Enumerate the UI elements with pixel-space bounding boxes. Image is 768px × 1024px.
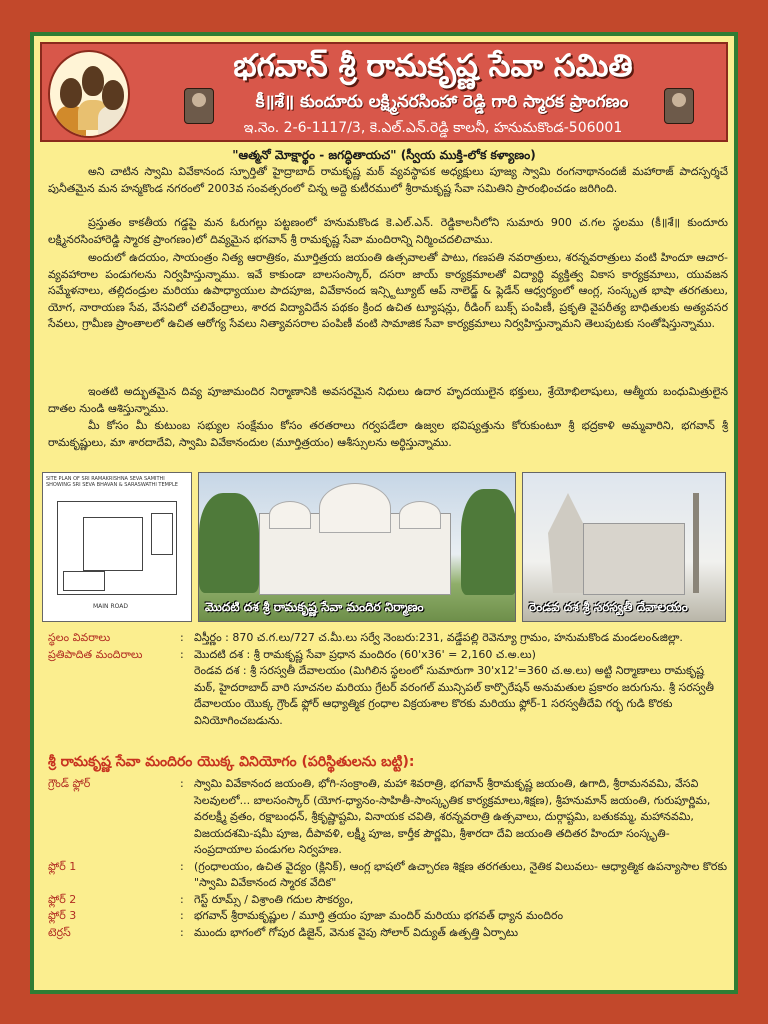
motto: "ఆత్మనో మోక్షార్థం - జగద్ధితాయచ" (స్వీయ ముక్తి-లోక కళ్యాణం) — [232, 148, 536, 162]
site-plan-drawing — [42, 472, 192, 622]
usage-value: స్వామి వివేకానంద జయంతి, భోగి-సంక్రాంతి, మహా శివరాత్రి, భగవాన్ శ్రీరామకృష్ణ జయంతి, ఉగాది, శ్రీరామనవమి, వేసవి సెలవులలో... బాలసంస్కార్ (యోగ-ధ్యానం-సాహితీ-సాంస్కృతిక కార్యక్రమాలు,శిక్షణ), శ్రీహనుమాన్ జయంతి, గురుపూర్ణిమ, వరలక్ష్మీ వ్రతం, రక్షాబంధన్, శ్రీకృష్ణాష్టమి, వినాయక చవితి, శరన్నవరాత్రి ఉత్సవాలు, దుర్గాష్టమి, బతుకమ్మ, మహానవమి, విజయదశమి-షమీ పూజ, దీపావళి, లక్ష్మీ పూజ, కార్తీక పౌర్ణమి, శ్రీశారదా దేవి జయంతి తదితర హిందూ సంస్కృతి- సంప్రదాయాల పండుగల నిర్వహణ. — [194, 777, 711, 856]
detail-value: విస్తీర్ణం : 870 చ.గ.లు/727 చ.మీ.లు సర్వే నెంబరు:231, వడ్డేపల్లి రెవెన్యూ గ్రామం, హనుమకొండ మండలం&జిల్లా. — [194, 631, 683, 644]
detail-label: ప్రతిపాదిత మందిరాలు — [48, 647, 143, 661]
detail-value: రెండవ దశ : శ్రీ సరస్వతీ దేవాలయం (మిగిలిన స్థలంలో సుమారుగా 30'x12'=360 చ.అ.లు) అట్టి నిర్మాణాలు రామకృష్ణ మఠ్, హైదరాబాద్ వారి సూచనల మరియు గ్రేటర్ వరంగల్ మున్సిపల్ కార్పొరేషన్ అనుమతుల ప్రకారం జరుగును. శ్రీ సరస్వతీ దేవాలయం యొక్క గ్రౌండ్ ఫ్లోర్ ఆధ్యాత్మిక గ్రంధాల విక్రయశాల కొరకు మరియు ఫ్లోర్-1 సరస్వతీదేవి గర్భ గుడి కొరకు వినియోగించబడును. — [194, 664, 715, 727]
saraswati-temple-rendering — [522, 472, 726, 622]
usage-label: ఫ్లోర్ 3 — [48, 909, 77, 922]
usage-label: గ్రౌండ్ ఫ్లోర్ — [48, 777, 91, 790]
usage-row: ఫ్లోర్ 2 : గెస్ట్ రూమ్స్ / విశ్రాంతి గదుల సౌకర్యం, — [48, 892, 728, 909]
detail-row: ప్రతిపాదిత మందిరాలు : మొదటి దశ : శ్రీ రామకృష్ణ సేవా ప్రధాన మందిరం (60'x36' = 2,160 చ.అ.లు) — [48, 647, 728, 664]
usage-label: ఫ్లోర్ 1 — [48, 859, 77, 873]
usage-label: టెర్రస్ — [48, 925, 71, 939]
intro-paragraph-5: మీ కోసం మీ కుటుంబ సభ్యుల సంక్షేమం కోసం తరతరాలు గర్వపడేలా ఉజ్వల భవిష్యత్తును కోరుకుంటూ శ్రీ భద్రకాళి అమ్మవారిని, భగవాన్ శ్రీ రామకృష్ణులు, మా శారదాదేవి, స్వామి వివేకానందుల (మూర్తిత్రయం) ఆశీస్సులను అర్థిస్తున్నాము. — [48, 419, 728, 449]
usage-row: గ్రౌండ్ ఫ్లోర్ : స్వామి వివేకానంద జయంతి, భోగి-సంక్రాంతి, మహా శివరాత్రి, భగవాన్ శ్రీరామకృష్ణ జయంతి, ఉగాది, శ్రీరామనవమి, వేసవి సెలవులలో... బాలసంస్కార్ (యోగ-ధ్యానం-సాహితీ-సాంస్కృతిక కార్యక్రమాలు,శిక్షణ), శ్రీహనుమాన్ జయంతి, గురుపూర్ణిమ, వరలక్ష్మీ వ్రతం, రక్షాబంధన్, శ్రీకృష్ణాష్టమి, వినాయక చవితి, శరన్నవరాత్రి ఉత్సవాలు, దుర్గాష్టమి, బతుకమ్మ, మహానవమి, విజయదశమి-షమీ పూజ, దీపావళి, లక్ష్మీ పూజ, కార్తీక పౌర్ణమి, శ్రీశారదా దేవి జయంతి తదితర హిందూ సంస్కృతి- సంప్రదాయాల పండుగల నిర్వహణ. — [48, 776, 728, 859]
detail-label — [48, 663, 180, 729]
caption-phase2: రెండవ దశ శ్రీ సరస్వతీ దేవాలయం — [529, 600, 688, 614]
usage-block — [48, 776, 728, 941]
site-plan-title: SITE PLAN OF SRI RAMAKRISHNA SEVA SAMITHI SHOWING SRI SEVA BHAVAN & SARASWATHI TEMPLE — [46, 476, 178, 488]
usage-value: గెస్ట్ రూమ్స్ / విశ్రాంతి గదుల సౌకర్యం, — [194, 892, 354, 906]
intro-paragraph-2: ప్రస్తుతం కాకతీయ గడ్డపై మన ఓరుగల్లు పట్టణంలో హనుమకొండ కె.ఎల్.ఎన్. రెడ్డికాలనీలోని సుమారు 900 చ.గల స్థలము (కీ॥శే॥ కుందూరు లక్ష్మినరసింహారెడ్డి స్మారక ప్రాంగణం)లో దివ్యమైన భగవాన్ శ్రీ రామకృష్ణ సేవా మందిరాన్ని నిర్మించదలిచాము. — [48, 216, 728, 246]
donor-photo-left — [184, 88, 214, 124]
intro-paragraph-3: అందులో ఉదయం, సాయంత్రం నిత్య ఆరాత్రికం, మూర్తిత్రయ జయంతి ఉత్సవాలతో పాటు, గణపతి నవరాత్రులు, శరన్నవరాత్రులు వంటి హిందూ ఆచార-వ్యవహారాల పండుగలను నిర్వహిస్తున్నాము. ఇవే కాకుండా బాలసంస్కార్, దసరా జాయ్ కార్యక్రమాలతో విద్యార్థి వ్యక్తిత్వ వికాస కార్యక్రమాలు, యువజన సమ్మేళనాలు, తల్లిదండ్రుల మరియు ఉపాధ్యాయుల పాదపూజ, వివేకానంద ఇన్స్టిట్యూట్ ఆప్ నాలెడ్జ్ & ఫ్లెడేన్ ఆధ్వర్యంలో ఆంగ్ల, సంస్కృత భాషా తరగతులు, యోగ, నారాయణ సేవ, వేసవిలో చలివేంద్రాలు, శారద విద్యావిదేన పథకం క్రింద ఉచిత ట్యూషన్లు, రీడింగ్ బుక్స్ పంపిణీ, ప్రకృతి వైపరీత్య బాధితులకు అత్యవసర సేవలు, గ్రామీణ ప్రాంతాలలో ఉచిత ఆరోగ్య సేవలు నిత్యావసరాల పంపిణీ వంటి సామాజిక సేవా కార్యక్రమాలు నిర్వహిస్తున్నామని తెలుపుటకు సంతోషిస్తున్నాము. — [48, 251, 728, 330]
org-title: భగవాన్ శ్రీ రామకృష్ణ సేవా సమితి — [233, 48, 633, 84]
caption-phase1: మొదటి దశ శ్రీ రామకృష్ణ సేవా మందిర నిర్మాణం — [205, 600, 424, 614]
header-banner — [40, 42, 728, 142]
poster — [30, 32, 738, 994]
org-subtitle: కీ॥శే॥ కుందూరు లక్ష్మినరసింహా రెడ్డి గారి స్మారక ప్రాంగణం — [255, 92, 629, 112]
usage-label: ఫ్లోర్ 2 — [48, 892, 77, 906]
details-block — [48, 630, 728, 729]
detail-row: స్థలం వివరాలు : విస్తీర్ణం : 870 చ.గ.లు/727 చ.మీ.లు సర్వే నెంబరు:231, వడ్డేపల్లి రెవెన్యూ గ్రామం, హనుమకొండ మండలం&జిల్లా. — [48, 630, 728, 647]
donor-photo-right — [664, 88, 694, 124]
detail-row — [48, 663, 728, 729]
usage-heading: శ్రీ రామకృష్ణ సేవా మందిరం యొక్క వినియోగం (పరిస్థితులను బట్టి): — [48, 754, 415, 770]
intro-paragraph-4: ఇంతటి అద్భుతమైన దివ్య పూజామందిర నిర్మాణానికి అవసరమైన నిధులు ఉదార హృదయులైన భక్తులు, శ్రేయోభిలాషులు, ఆత్మీయ బంధుమిత్రులైన దాతల నుండి ఆశిస్తున్నాము. — [48, 385, 728, 415]
usage-value: ముందు భాగంలో గోపుర డిజైన్, వెనుక వైపు సోలార్ విద్యుత్ ఉత్పత్తి ఏర్పాటు — [194, 925, 519, 939]
usage-value: (గ్రంధాలయం, ఉచిత వైద్యం (క్లినిక్), ఆంగ్ల భాషలో ఉచ్చారణ శిక్షణ తరగతులు, నైతిక విలువలు- ఆధ్యాత్మిక ఉపన్యాసాల కొరకు "స్వామి వివేకానంద స్మారక వేదిక" — [194, 859, 728, 889]
seva-mandir-rendering — [198, 472, 516, 622]
usage-value: భగవాన్ శ్రీరామకృష్ణుల / మూర్తి త్రయం పూజా మందిర్ మరియు భగవత్ ధ్యాన మందిరం — [194, 909, 564, 922]
image-strip — [42, 472, 726, 624]
org-address: ఇ.నెం. 2-6-1117/3, కె.ఎల్.ఎన్.రెడ్డి కాలనీ, హనుమకొండ-506001 — [243, 120, 623, 136]
detail-value: మొదటి దశ : శ్రీ రామకృష్ణ సేవా ప్రధాన మందిరం (60'x36' = 2,160 చ.అ.లు) — [194, 647, 536, 661]
founders-portrait-logo — [48, 50, 130, 138]
usage-row: ఫ్లోర్ 1 : (గ్రంధాలయం, ఉచిత వైద్యం (క్లినిక్), ఆంగ్ల భాషలో ఉచ్చారణ శిక్షణ తరగతులు, నైతిక విలువలు- ఆధ్యాత్మిక ఉపన్యాసాల కొరకు "స్వామి వివేకానంద స్మారక వేదిక" — [48, 859, 728, 892]
usage-row: టెర్రస్ : ముందు భాగంలో గోపుర డిజైన్, వెనుక వైపు సోలార్ విద్యుత్ ఉత్పత్తి ఏర్పాటు — [48, 925, 728, 942]
usage-row: ఫ్లోర్ 3 : భగవాన్ శ్రీరామకృష్ణుల / మూర్తి త్రయం పూజా మందిర్ మరియు భగవత్ ధ్యాన మందిరం — [48, 908, 728, 925]
detail-label: స్థలం వివరాలు — [48, 631, 111, 644]
intro-paragraph-1: అని చాటిన స్వామి వివేకానంద స్ఫూర్తితో హైద్రాబాద్ రామకృష్ణ మఠ్ వ్యవస్థాపక అధ్యక్షులు పూజ్య స్వామి రంగనాథానందజీ మహారాజ్ పాదస్పర్శచే పునీతమైన మన హన్మకొండ నగరంలో 2003వ సంవత్సరంలో చిన్న అద్దె కుటీరములో శ్రీరామకృష్ణ సేవా సమితిని ప్రారంభించడం జరిగింది. — [48, 165, 728, 195]
site-plan-road-label: MAIN ROAD — [93, 603, 128, 610]
